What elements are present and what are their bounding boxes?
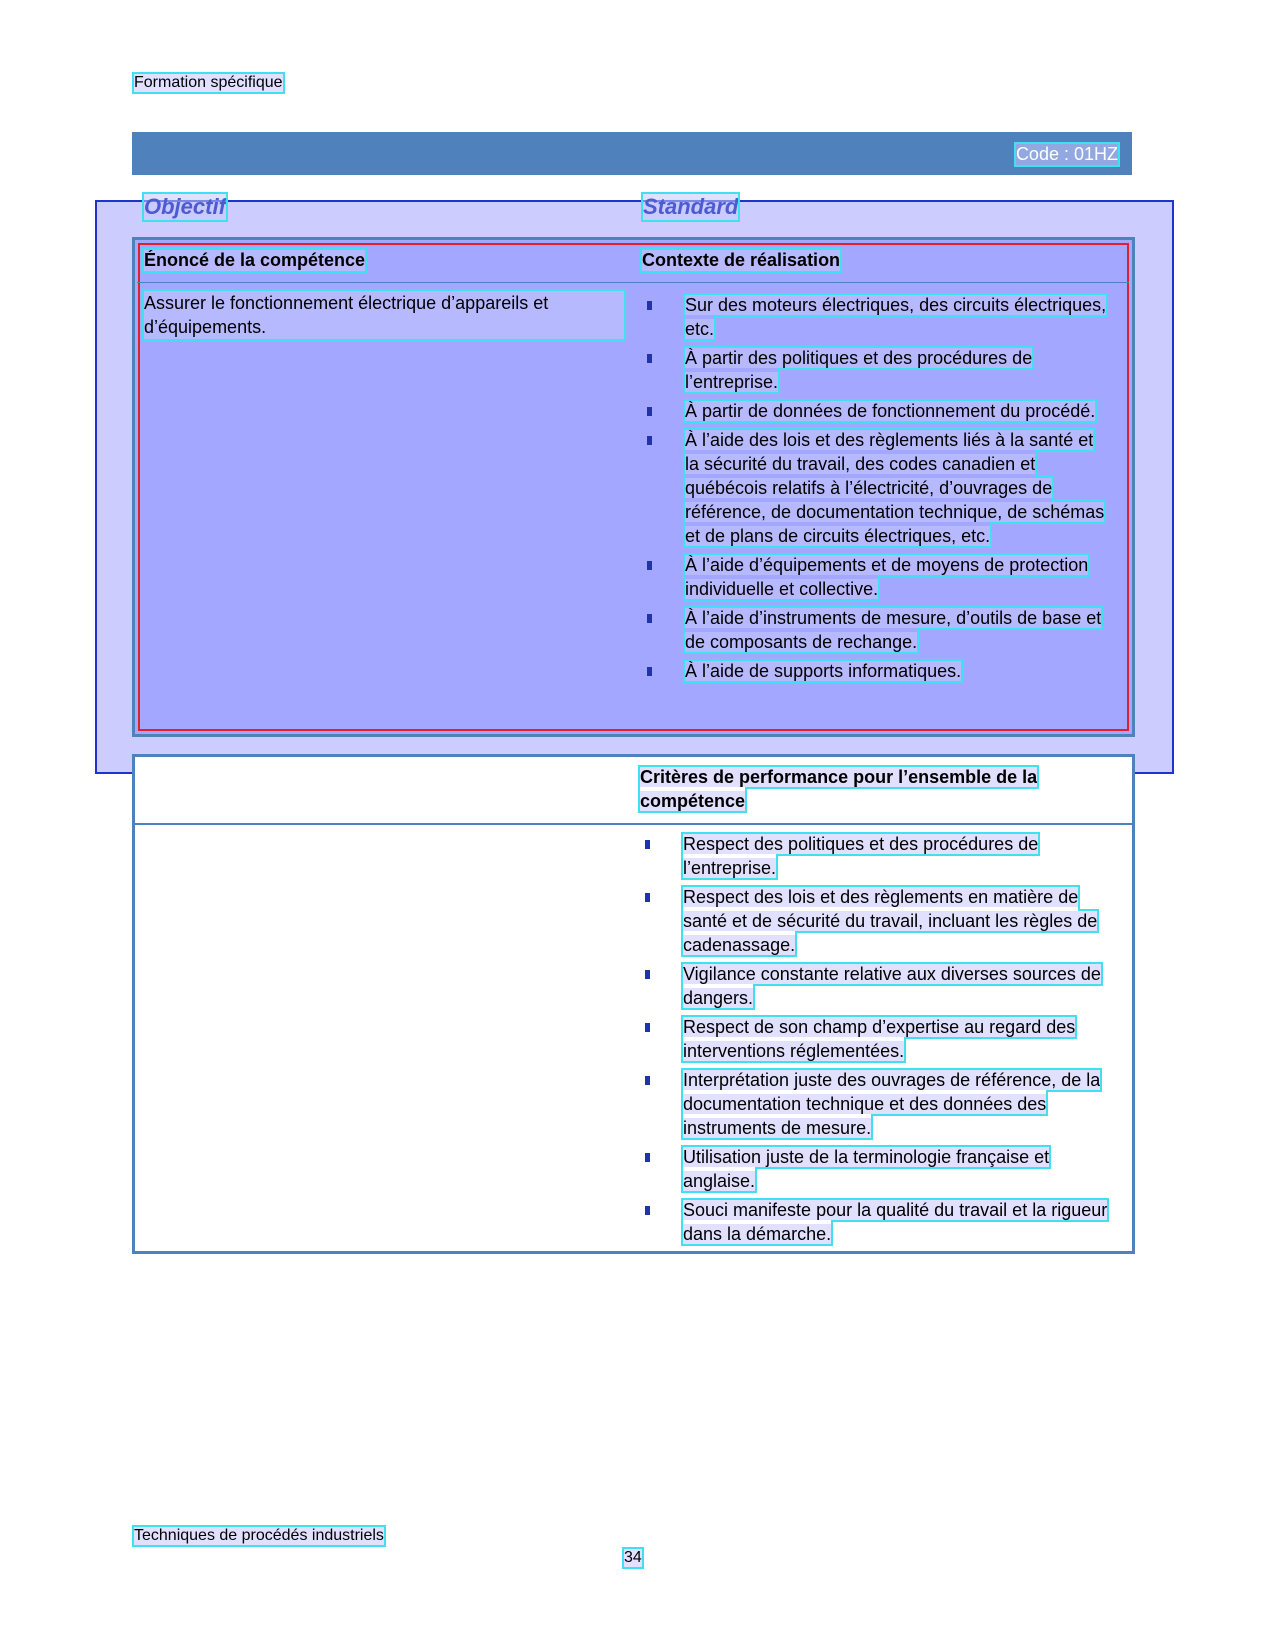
list-item <box>647 606 1107 654</box>
contexte-item-text: À l’aide de supports informatiques. <box>685 661 962 681</box>
criteria-item-text: Souci manifeste pour la qualité du travail et la rigueur dans la démarche. <box>683 1200 1108 1244</box>
criteria-title-text: Critères de performance pour l’ensemble de la compétence <box>640 767 1038 811</box>
standard-title: Standard <box>643 194 739 219</box>
bullet-icon <box>645 970 650 979</box>
bullet-icon <box>647 436 652 445</box>
criteria-item-text: Respect des lois et des règlements en matière de santé et de sécurité du travail, incluant les règles de cadenassage. <box>683 887 1098 955</box>
competency-code: Code : 01HZ <box>1015 144 1118 164</box>
enonce-label: Énoncé de la compétence <box>144 250 366 270</box>
bullet-icon <box>645 1206 650 1215</box>
bullet-icon <box>647 614 652 623</box>
criteria-list <box>645 832 1110 1251</box>
bullet-icon <box>645 840 650 849</box>
bullet-icon <box>647 561 652 570</box>
list-item <box>645 832 1110 880</box>
contexte-item-text: À partir des politiques et des procédures de l’entreprise. <box>685 348 1033 392</box>
bullet-icon <box>645 1153 650 1162</box>
list-item <box>645 1198 1110 1246</box>
list-item <box>645 885 1110 957</box>
criteria-header-divider <box>134 823 1133 825</box>
code-bar <box>132 132 1132 175</box>
list-item <box>647 428 1107 548</box>
list-item <box>645 962 1110 1010</box>
list-item <box>647 399 1107 423</box>
contexte-item-text: À l’aide d’instruments de mesure, d’outils de base et de composants de rechange. <box>685 608 1102 652</box>
list-item <box>645 1068 1110 1140</box>
contexte-item-text: À l’aide d’équipements et de moyens de protection individuelle et collective. <box>685 555 1089 599</box>
page-number: 34 <box>624 1549 642 1566</box>
criteria-item-text: Utilisation juste de la terminologie française et anglaise. <box>683 1147 1050 1191</box>
list-item <box>647 346 1107 394</box>
bullet-icon <box>647 301 652 310</box>
contexte-item-text: À partir de données de fonctionnement du procédé. <box>685 401 1096 421</box>
footer-program: Techniques de procédés industriels <box>134 1527 384 1544</box>
bullet-icon <box>645 1023 650 1032</box>
bullet-icon <box>647 407 652 416</box>
criteria-item-text: Respect de son champ d’expertise au regard des interventions réglementées. <box>683 1017 1076 1061</box>
contexte-list <box>647 293 1107 688</box>
criteria-item-text: Respect des politiques et des procédures de l’entreprise. <box>683 834 1039 878</box>
table-header-divider <box>137 282 1129 283</box>
list-item <box>647 293 1107 341</box>
bullet-icon <box>647 354 652 363</box>
objectif-title: Objectif <box>144 194 226 219</box>
criteria-item-text: Vigilance constante relative aux diverses sources de dangers. <box>683 964 1101 1008</box>
list-item <box>645 1145 1110 1193</box>
contexte-item-text: À l’aide des lois et des règlements liés à la santé et la sécurité du travail, des codes canadien et québécois relatifs à l’électricité, d’ouvrages de référence, de documentation technique, de schémas et de plans de circuits électriques, etc. <box>685 430 1105 546</box>
running-header: Formation spécifique <box>134 74 283 91</box>
contexte-item-text: Sur des moteurs électriques, des circuits électriques, etc. <box>685 295 1107 339</box>
contexte-label: Contexte de réalisation <box>642 250 841 270</box>
criteria-title <box>640 765 1100 813</box>
bullet-icon <box>647 667 652 676</box>
bullet-icon <box>645 1076 650 1085</box>
bullet-icon <box>645 893 650 902</box>
criteria-item-text: Interprétation juste des ouvrages de référence, de la documentation technique et des données des instruments de mesure. <box>683 1070 1101 1138</box>
list-item <box>647 659 1107 683</box>
list-item <box>645 1015 1110 1063</box>
list-item <box>647 553 1107 601</box>
enonce-text: Assurer le fonctionnement électrique d’appareils et d’équipements. <box>144 291 624 339</box>
